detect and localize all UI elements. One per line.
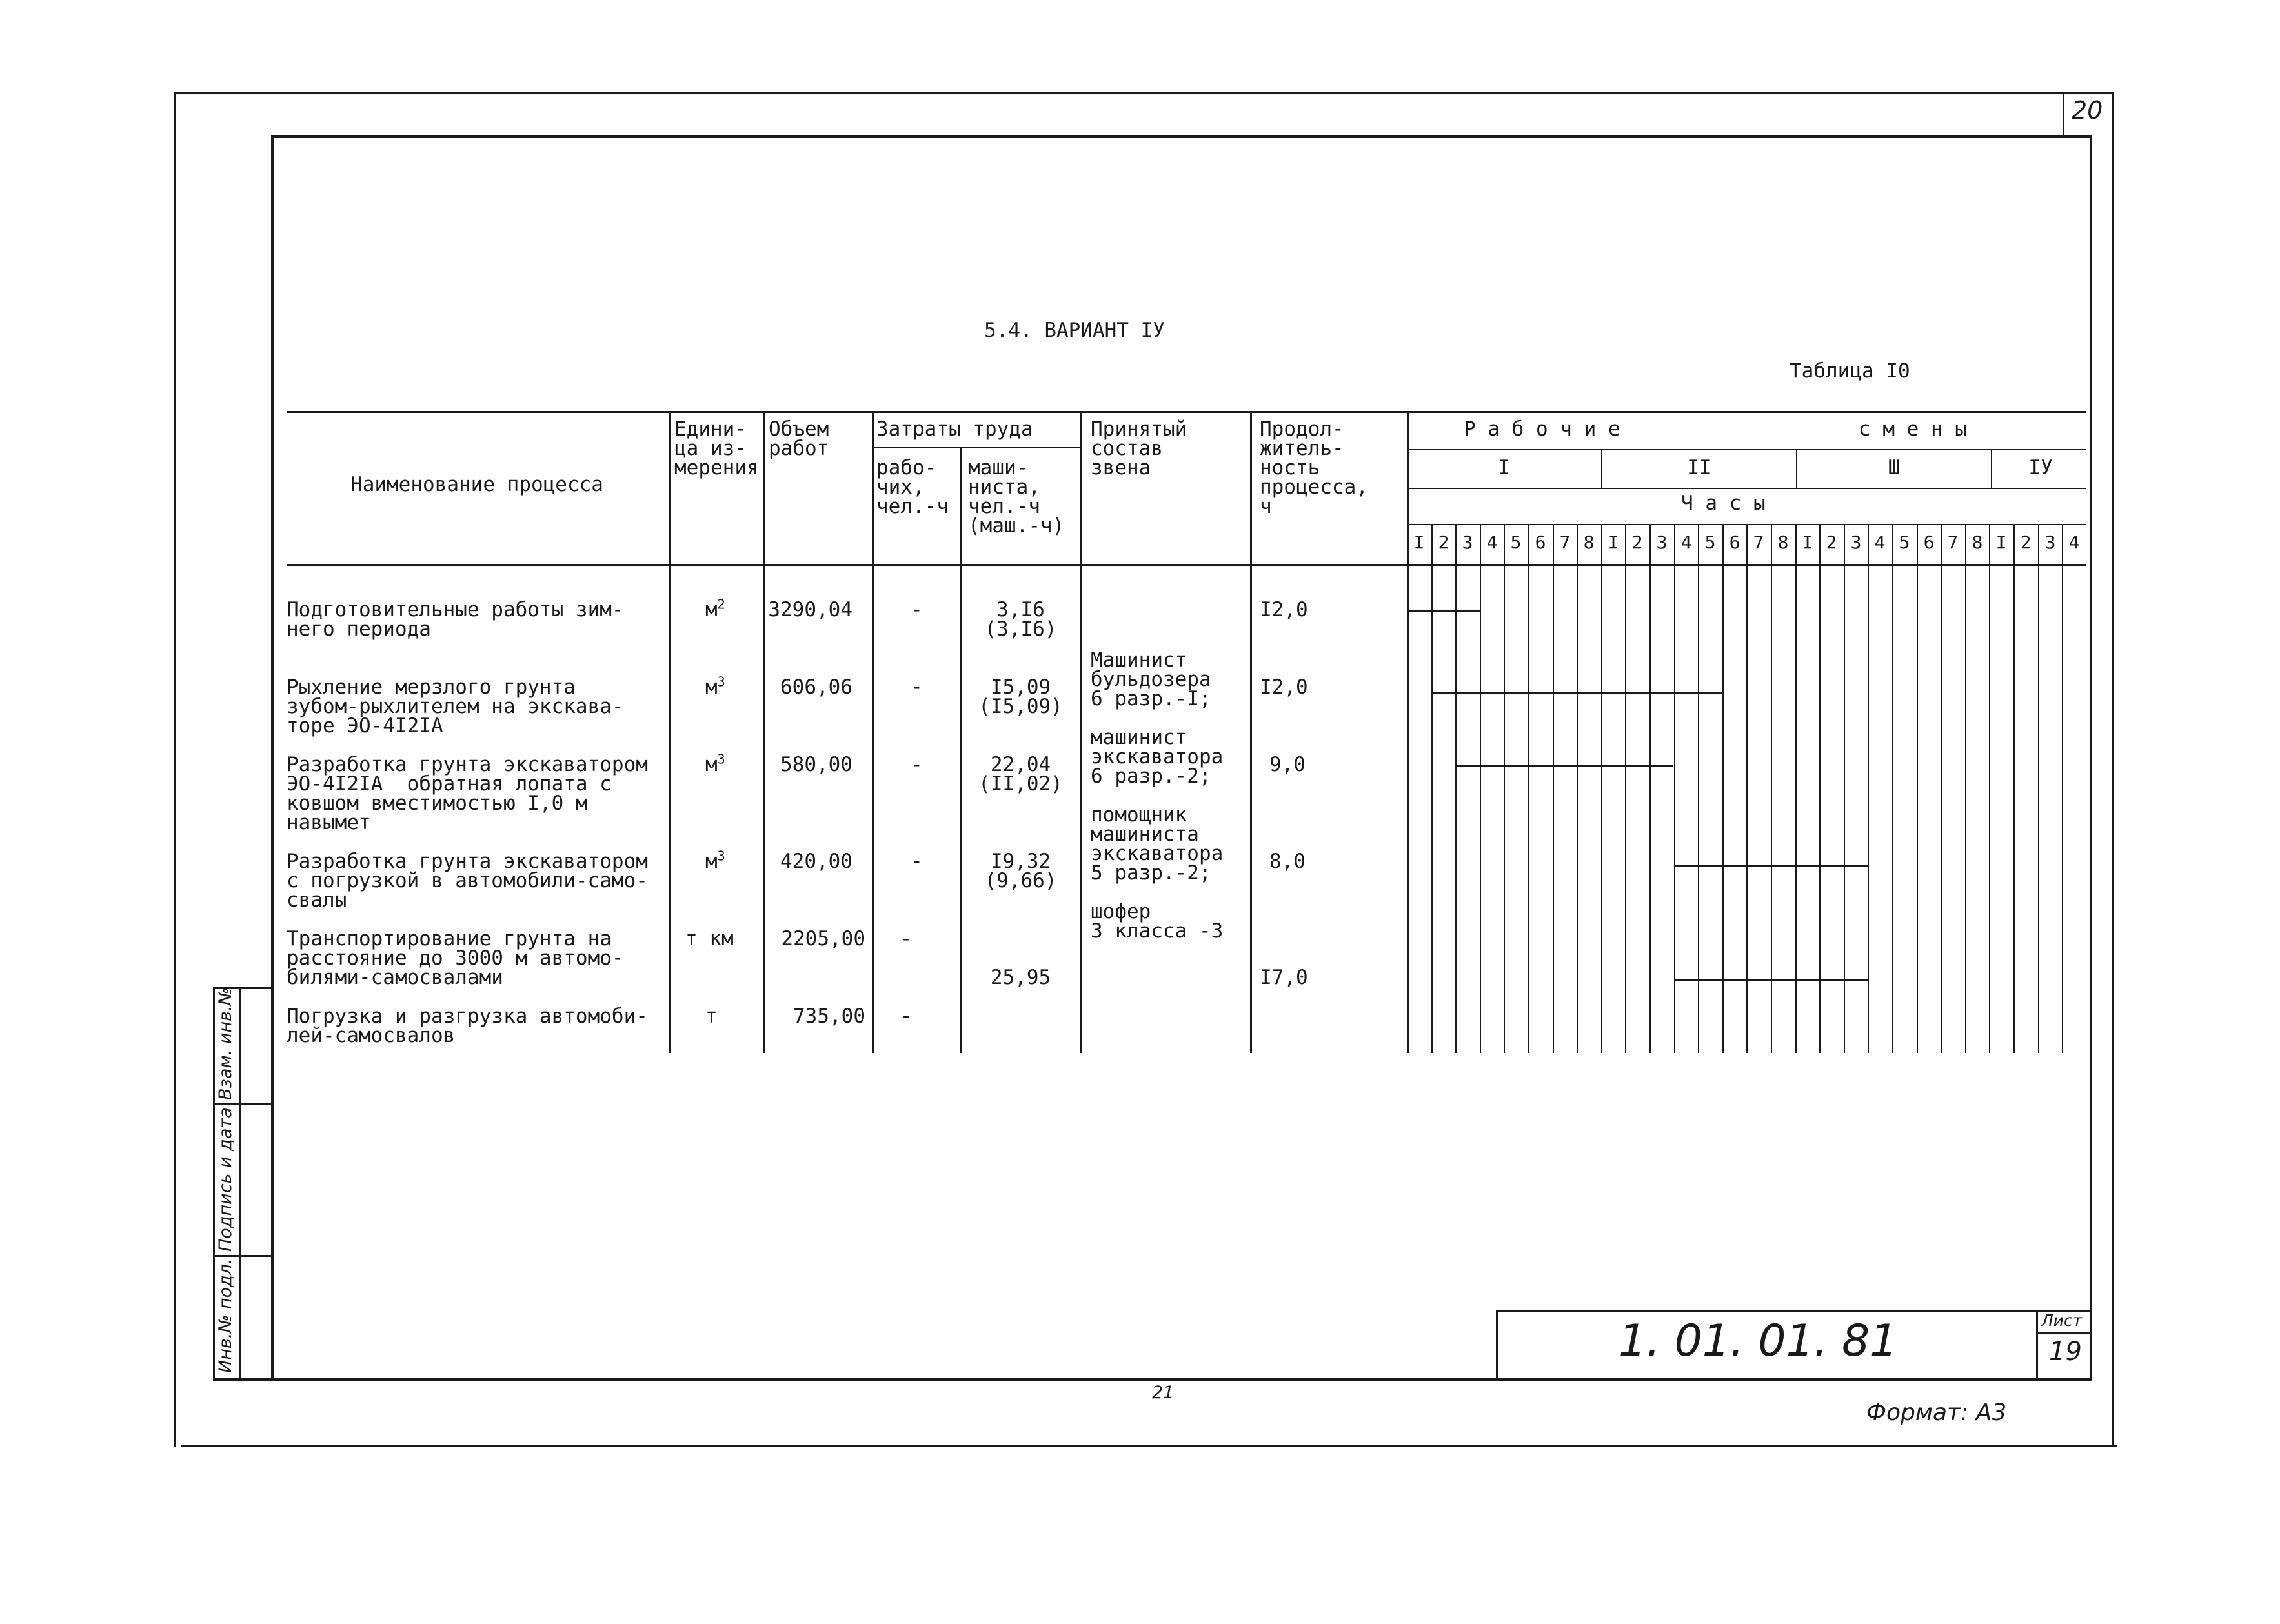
row-2-workers: - bbox=[911, 676, 923, 699]
gantt-hour-label: 3 bbox=[1850, 532, 1862, 553]
row-6-process: Погрузка и разгрузка автомоби- лей-самосвалов bbox=[287, 1005, 648, 1047]
header-duration: Продол- житель- ность процесса, ч bbox=[1260, 417, 1368, 518]
gantt-hour-label: 3 bbox=[2044, 532, 2056, 553]
gantt-hour-label: 2 bbox=[1631, 532, 1643, 553]
side-stamp-div-2 bbox=[213, 1255, 272, 1257]
side-label-replace: Взам. инв.№ bbox=[216, 987, 236, 1100]
side-label-signature: Подпись и дата bbox=[216, 1107, 236, 1252]
col-line-duration bbox=[1250, 411, 1252, 1053]
gantt-hour-label: 2 bbox=[2020, 532, 2032, 553]
gantt-hour-label: I bbox=[1802, 532, 1813, 553]
gantt-bar bbox=[1674, 865, 1868, 867]
gantt-hour-label: I bbox=[1995, 532, 2007, 553]
gantt-hour-line bbox=[1649, 524, 1651, 1053]
row-5-unit: т км bbox=[685, 927, 734, 950]
gantt-hour-line bbox=[1746, 524, 1748, 1053]
row-4-unit: $м^3$ bbox=[705, 848, 725, 873]
gantt-hour-line bbox=[1917, 524, 1918, 1053]
stamp-sheet-label: Лист bbox=[2041, 1311, 2083, 1330]
row-2-volume: 606,06 bbox=[780, 676, 852, 699]
outer-frame-bottom bbox=[181, 1445, 2117, 1447]
gantt-hour-line bbox=[1698, 524, 1699, 1053]
gantt-hour-label: 4 bbox=[1486, 532, 1498, 553]
gantt-bar bbox=[1431, 692, 1722, 694]
gantt-hour-label: I bbox=[1413, 532, 1425, 553]
gantt-hour-line bbox=[1844, 524, 1845, 1053]
col-line-labor bbox=[872, 411, 874, 1053]
gantt-hour-line bbox=[1553, 524, 1554, 1053]
header-labor-machinists: маши- ниста, чел.-ч (маш.-ч) bbox=[968, 456, 1065, 537]
row-5-volume: 2205,00 bbox=[781, 927, 865, 950]
gantt-hour-label: 4 bbox=[1874, 532, 1886, 553]
gantt-hour-label: 6 bbox=[1923, 532, 1935, 553]
gantt-hour-label: 8 bbox=[1972, 532, 1983, 553]
gantt-hour-label: 7 bbox=[1559, 532, 1571, 553]
gantt-hour-line bbox=[1868, 524, 1869, 1053]
row-5-workers: - bbox=[900, 927, 913, 950]
shift-number-3: Ш bbox=[1888, 456, 1901, 479]
row-3-volume: 580,00 bbox=[780, 753, 852, 776]
gantt-hour-label: 4 bbox=[1680, 532, 1692, 553]
shift-number-1: I bbox=[1498, 456, 1510, 479]
gantt-hour-label: I bbox=[1608, 532, 1619, 553]
gantt-hour-line bbox=[1504, 524, 1505, 1053]
stamp-sheet-mid bbox=[2036, 1332, 2091, 1334]
gantt-hour-line bbox=[1941, 524, 1942, 1053]
gantt-hour-line bbox=[1407, 524, 1408, 1053]
gantt-hour-label: 6 bbox=[1535, 532, 1546, 553]
inner-frame-left bbox=[271, 135, 274, 1381]
inner-frame-top bbox=[271, 135, 2091, 138]
row-6-volume: 735,00 bbox=[793, 1005, 865, 1028]
page-number-box-left bbox=[2063, 92, 2064, 137]
header-process: Наименование процесса bbox=[350, 473, 603, 496]
stamp-sheet-left bbox=[2036, 1310, 2038, 1379]
gantt-hour-line bbox=[1577, 524, 1578, 1053]
outer-frame-right bbox=[2112, 92, 2114, 1447]
row-1-workers: - bbox=[911, 598, 923, 621]
row-1-volume: 3290,04 bbox=[768, 598, 852, 621]
gantt-shift-rule bbox=[1407, 449, 2086, 450]
gantt-hour-label: 5 bbox=[1510, 532, 1522, 553]
gantt-bar bbox=[1455, 765, 1673, 767]
crew-line-2: машинист экскаватора 6 разр.-2; bbox=[1091, 726, 1224, 788]
inner-frame-bottom bbox=[213, 1378, 2092, 1381]
gantt-hour-line bbox=[1771, 524, 1772, 1053]
table-top-rule bbox=[287, 411, 2086, 413]
gantt-hour-label: 2 bbox=[1826, 532, 1837, 553]
shift-number-2: II bbox=[1687, 456, 1711, 479]
gantt-hour-line bbox=[1722, 524, 1724, 1053]
header-volume: Объем работ bbox=[769, 417, 829, 460]
gantt-hour-line bbox=[1989, 524, 1990, 1053]
side-stamp-div-1 bbox=[213, 1103, 272, 1105]
row-6-workers: - bbox=[900, 1005, 913, 1028]
gantt-bar bbox=[1674, 979, 1868, 981]
row-1-duration: I2,0 bbox=[1260, 598, 1308, 621]
row-2-process: Рыхление мерзлого грунта зубом-рыхлителем на экскава- торе ЭО-4I2IA bbox=[287, 676, 624, 737]
gantt-hour-line bbox=[1528, 524, 1529, 1053]
header-unit: Едини- ца из- мерения bbox=[674, 417, 759, 479]
row-4-volume: 420,00 bbox=[780, 850, 852, 873]
shift-number-4: IУ bbox=[2028, 456, 2053, 479]
row-5-duration: I7,0 bbox=[1260, 966, 1308, 989]
gantt-hour-line bbox=[2062, 524, 2063, 1053]
col-line-labor-split bbox=[960, 447, 962, 1053]
crew-line-4: шофер 3 класса -3 bbox=[1091, 900, 1224, 943]
row-3-unit: $м^3$ bbox=[705, 751, 725, 776]
row-3-workers: - bbox=[911, 753, 923, 776]
outer-frame-left bbox=[174, 92, 176, 1447]
row-5-process: Транспортирование грунта на расстояние до 3000 м автомо- билями-самосвалами bbox=[287, 927, 624, 989]
gantt-hour-label: 4 bbox=[2068, 532, 2080, 553]
stamp-sheet-number: 19 bbox=[2049, 1337, 2082, 1367]
labor-sub-rule bbox=[872, 447, 1081, 448]
row-1-machinists: 3,I6 (3,I6) bbox=[984, 598, 1057, 641]
gantt-hour-line bbox=[1455, 524, 1457, 1053]
section-title: 5.4. ВАРИАНТ IУ bbox=[984, 319, 1165, 342]
stamp-box-left bbox=[1496, 1310, 1498, 1379]
row-4-duration: 8,0 bbox=[1269, 850, 1306, 873]
crew-line-3: помощник машиниста экскаватора 5 разр.-2; bbox=[1091, 803, 1224, 885]
gantt-hour-line bbox=[1480, 524, 1481, 1053]
inner-frame-right bbox=[2090, 135, 2092, 1381]
gantt-hour-label: 8 bbox=[1583, 532, 1595, 553]
row-3-duration: 9,0 bbox=[1269, 753, 1306, 776]
gantt-hour-line bbox=[1892, 524, 1893, 1053]
gantt-hour-label: 3 bbox=[1656, 532, 1668, 553]
col-line-crew bbox=[1080, 411, 1082, 1053]
outer-frame-top bbox=[174, 92, 2112, 94]
format-label: Формат: А3 bbox=[1866, 1399, 2007, 1426]
table-caption: Таблица I0 bbox=[1790, 359, 1910, 383]
crew-line-1: Машинист бульдозера 6 разр.-I; bbox=[1091, 648, 1211, 710]
gantt-hour-label: 6 bbox=[1729, 532, 1740, 553]
side-stamp-mid bbox=[239, 987, 241, 1381]
gantt-bar bbox=[1407, 610, 1480, 612]
gantt-hour-line bbox=[1625, 524, 1626, 1053]
row-1-unit: $м^2$ bbox=[705, 596, 725, 621]
side-stamp-left bbox=[213, 987, 215, 1381]
gantt-hours-label-rule bbox=[1407, 488, 2086, 489]
stamp-doc-code: 1. 01. 01. 81 bbox=[1619, 1316, 1898, 1367]
row-2-unit: $м^3$ bbox=[705, 674, 725, 699]
gantt-hour-label: 5 bbox=[1704, 532, 1716, 553]
header-labor-workers: рабо- чих, чел.-ч bbox=[876, 456, 949, 518]
gantt-hour-line bbox=[1819, 524, 1821, 1053]
header-shifts-right: с м е н ы bbox=[1859, 417, 1967, 441]
gantt-hour-label: 5 bbox=[1899, 532, 1910, 553]
bottom-center-number: 21 bbox=[1152, 1383, 1175, 1403]
row-5-machinists: 25,95 bbox=[990, 966, 1051, 989]
stamp-box-top bbox=[1496, 1310, 2090, 1312]
gantt-hour-label: 2 bbox=[1438, 532, 1449, 553]
gantt-hour-line bbox=[1431, 524, 1433, 1053]
header-crew: Принятый состав звена bbox=[1091, 417, 1187, 479]
row-6-unit: т bbox=[705, 1005, 718, 1028]
gantt-hour-line bbox=[2038, 524, 2039, 1053]
page-number-top: 20 bbox=[2072, 96, 2103, 125]
row-1-process: Подготовительные работы зим- него периода bbox=[287, 598, 624, 641]
gantt-hour-label: 8 bbox=[1777, 532, 1789, 553]
gantt-hour-line bbox=[1601, 524, 1602, 1053]
header-hours-label: Ч а с ы bbox=[1681, 492, 1766, 515]
row-4-workers: - bbox=[911, 850, 923, 873]
row-4-machinists: I9,32 (9,66) bbox=[984, 850, 1057, 892]
row-3-process: Разработка грунта экскаватором ЭО-4I2IA обратная лопата с ковшом вместимостью I,0 м навымет bbox=[287, 753, 648, 834]
gantt-hour-line bbox=[1674, 524, 1675, 1053]
header-shifts-left: Р а б о ч и е bbox=[1464, 417, 1620, 441]
row-2-duration: I2,0 bbox=[1260, 676, 1308, 699]
gantt-hour-line bbox=[1795, 524, 1797, 1053]
gantt-hour-label: 7 bbox=[1947, 532, 1959, 553]
side-label-inv: Инв.№ подл. bbox=[216, 1258, 236, 1373]
gantt-hour-label: 3 bbox=[1462, 532, 1473, 553]
row-4-process: Разработка грунта экскаватором с погрузкой в автомобили-само- свалы bbox=[287, 850, 648, 912]
table-header-bottom-rule bbox=[287, 564, 2086, 566]
gantt-hour-line bbox=[2013, 524, 2015, 1053]
header-labor: Затраты труда bbox=[876, 417, 1033, 441]
row-3-machinists: 22,04 (II,02) bbox=[978, 753, 1063, 796]
gantt-hour-label: 7 bbox=[1753, 532, 1764, 553]
row-2-machinists: I5,09 (I5,09) bbox=[978, 676, 1063, 718]
col-line-volume bbox=[763, 411, 765, 1053]
gantt-hour-line bbox=[1965, 524, 1966, 1053]
